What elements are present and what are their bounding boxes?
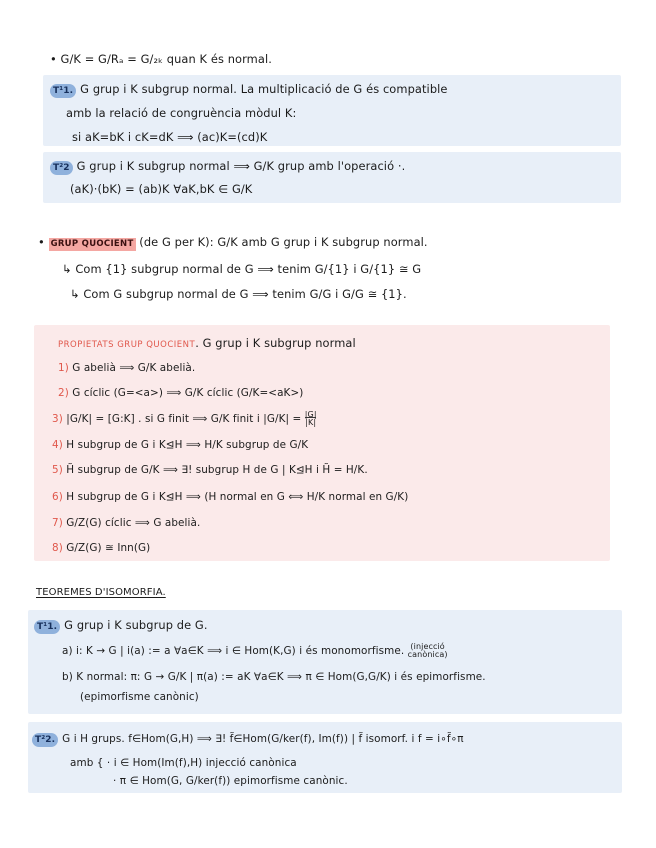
iso-theorem-1-line-4: (epimorfisme canònic) xyxy=(80,691,199,703)
iso-theorem-1-line-1: T¹1. G grup i K subgrup de G. xyxy=(34,617,208,634)
theorem-2-text-1: G grup i K subgrup normal ⟹ G/K grup amb l'operació ·. xyxy=(76,159,406,173)
properties-title xyxy=(58,335,356,353)
properties-title-rest: . G grup i K subgrup normal xyxy=(195,336,356,350)
bullet: • xyxy=(38,235,45,249)
grup-quocient-highlight: GRUP QUOCIENT xyxy=(50,239,134,249)
intro-line: • G/K = G/Rₐ = G/₂ₖ quan K és normal. xyxy=(50,52,272,66)
iso-theorem-2-line-3: · π ∈ Hom(G, G/ker(f)) epimorfisme canònic. xyxy=(113,775,348,787)
property-1: 1) G abelià ⟹ G/K abelià. xyxy=(58,362,196,374)
theorem-badge: T¹1. xyxy=(34,620,60,634)
quocient-line-1 xyxy=(38,234,428,251)
property-8: 8) G/Z(G) ≅ Inn(G) xyxy=(52,542,151,554)
theorem-1-line-2: amb la relació de congruència mòdul K: xyxy=(66,106,297,120)
theorem-2-line-2: (aK)·(bK) = (ab)K ∀aK,bK ∈ G/K xyxy=(70,182,253,196)
property-6: 6) H subgrup de G i K⊴H ⟹ (H normal en G ⟺ H/K normal en G/K) xyxy=(52,491,409,503)
theorem-2-line-1 xyxy=(50,158,405,175)
property-2: 2) G cíclic (G=<a>) ⟹ G/K cíclic (G/K=<aK>) xyxy=(58,387,304,399)
fraction: $\frac{|G|}{|K|}$ xyxy=(304,410,317,427)
quocient-line-3: ↳ Com G subgrup normal de G ⟹ tenim G/G i G/G ≅ {1}. xyxy=(70,287,407,301)
isomorfia-heading: TEOREMES D'ISOMORFIA. xyxy=(36,587,166,598)
iso-theorem-2-line-1: T²2. G i H grups. f∈Hom(G,H) ⟹ ∃! f̃∈Hom(G/ker(f), Im(f)) | f̃ isomorf. i f = i∘f̃∘π xyxy=(32,731,464,747)
property-5: 5) H̃ subgrup de G/K ⟹ ∃! subgrup H de G | K⊴H i H̃ = H/K. xyxy=(52,464,368,476)
theorem-badge: T¹1. xyxy=(50,84,76,98)
iso-theorem-1-line-2: a) i: K → G | i(a) := a ∀a∈K ⟹ i ∈ Hom(K,G) i és monomorfisme. (injecció canònica) xyxy=(62,642,448,659)
property-3: 3) |G/K| = [G:K] . si G finit ⟹ G/K finit i $|G/K| = \frac{|G|}{|K|}$ xyxy=(52,410,317,427)
theorem-badge: T²2. xyxy=(32,733,58,747)
iso-theorem-2-line-2: amb { · i ∈ Hom(Im(f),H) injecció canònica xyxy=(70,757,297,769)
iso-theorem-1-line-3: b) K normal: π: G → G/K | π(a) := aK ∀a∈K ⟹ π ∈ Hom(G,G/K) i és epimorfisme. xyxy=(62,671,486,683)
property-7: 7) G/Z(G) cíclic ⟹ G abelià. xyxy=(52,517,201,529)
properties-title-red: PROPIETATS GRUP QUOCIENT xyxy=(58,340,196,350)
injection-note: (injecció canònica) xyxy=(407,642,448,659)
theorem-1-line-3: si aK=bK i cK=dK ⟹ (ac)K=(cd)K xyxy=(72,130,268,144)
quocient-text-1: (de G per K): G/K amb G grup i K subgrup normal. xyxy=(139,235,428,249)
theorem-1-text-1: G grup i K subgrup normal. La multiplicació de G és compatible xyxy=(80,82,448,96)
theorem-1-line-1 xyxy=(50,81,448,98)
quocient-line-2: ↳ Com {1} subgrup normal de G ⟹ tenim G/{1} i G/{1} ≅ G xyxy=(62,262,422,276)
theorem-badge: T²2 xyxy=(50,161,73,175)
property-4: 4) H subgrup de G i K⊴H ⟹ H/K subgrup de G/K xyxy=(52,439,309,451)
